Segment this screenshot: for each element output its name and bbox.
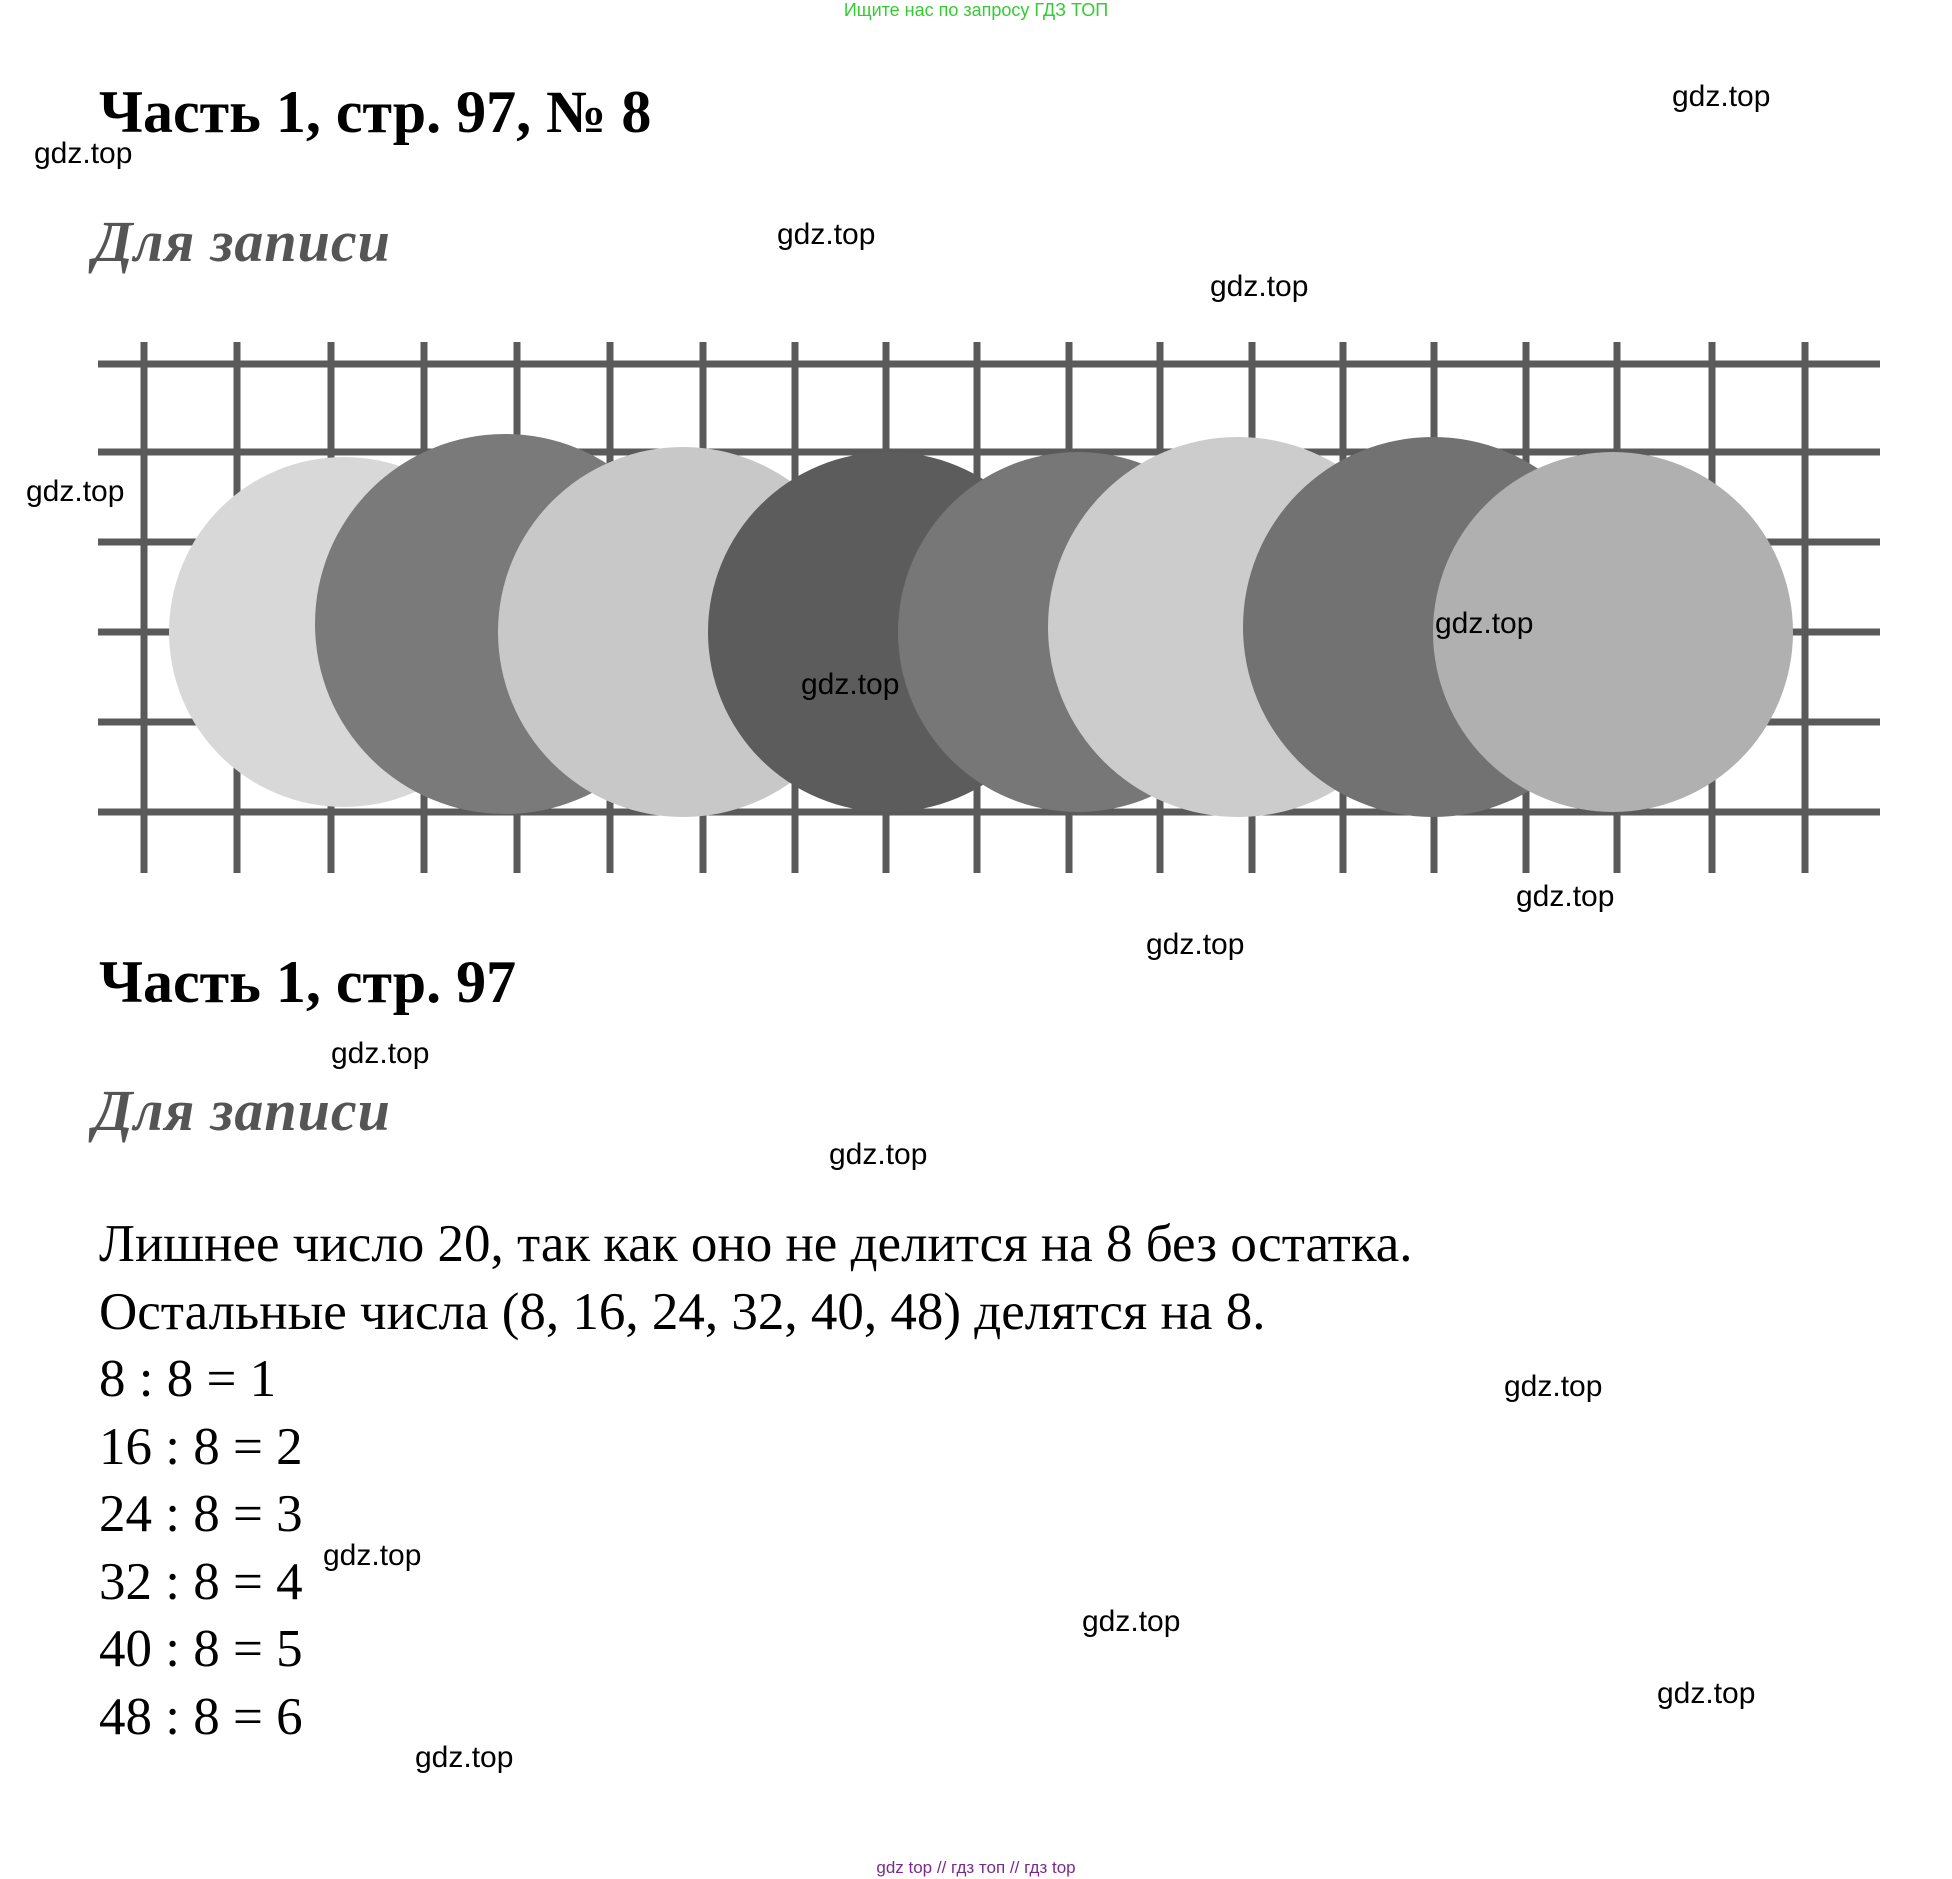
- answer-line: Лишнее число 20, так как оно не делится на 8 без остатка.: [99, 1215, 1413, 1273]
- footer-separator: //: [936, 1858, 947, 1877]
- answer-line: 48 : 8 = 6: [99, 1687, 303, 1746]
- answer-line: 8 : 8 = 1: [99, 1350, 277, 1408]
- answer-line: 40 : 8 = 5: [99, 1620, 303, 1678]
- watermark: gdz.top: [415, 1741, 514, 1774]
- section1-title: Часть 1, стр. 97, № 8: [99, 79, 652, 145]
- watermark: gdz.top: [777, 218, 876, 251]
- top-note: Ищите нас по запросу ГДЗ ТОП: [843, 0, 1109, 20]
- answer-line: Остальные числа (8, 16, 24, 32, 40, 48) делятся на 8.: [99, 1282, 1266, 1341]
- watermark: gdz.top: [1657, 1677, 1756, 1710]
- watermark: gdz.top: [1504, 1370, 1603, 1403]
- footer: [0, 1858, 1952, 1878]
- footer-link[interactable]: гдз top: [1024, 1858, 1076, 1877]
- section1-subtitle: Для записи: [93, 209, 391, 274]
- circles-figure: [98, 342, 1880, 873]
- footer-separator: //: [1009, 1858, 1020, 1877]
- footer-link[interactable]: гдз топ: [951, 1858, 1006, 1877]
- answer-text: [99, 1211, 1413, 1751]
- watermark: gdz.top: [1516, 880, 1615, 913]
- watermark: gdz.top: [1146, 928, 1245, 961]
- watermark: gdz.top: [26, 475, 125, 508]
- watermark: gdz.top: [34, 137, 133, 170]
- watermark: gdz.top: [1210, 270, 1309, 303]
- section2-subtitle: Для записи: [93, 1078, 391, 1143]
- footer-link[interactable]: gdz top: [876, 1858, 933, 1877]
- watermark: gdz.top: [801, 668, 900, 701]
- section2-title: Часть 1, стр. 97: [99, 949, 517, 1015]
- answer-line: 16 : 8 = 2: [99, 1417, 303, 1476]
- watermark: gdz.top: [829, 1138, 928, 1171]
- answer-line: 24 : 8 = 3: [99, 1485, 303, 1543]
- answer-line: 32 : 8 = 4: [99, 1552, 303, 1611]
- watermark: gdz.top: [1435, 607, 1534, 640]
- watermark: gdz.top: [331, 1037, 430, 1070]
- circles-group: [169, 434, 1793, 817]
- watermark: gdz.top: [1672, 80, 1771, 113]
- watermark: gdz.top: [1082, 1605, 1181, 1638]
- watermark: gdz.top: [323, 1539, 422, 1572]
